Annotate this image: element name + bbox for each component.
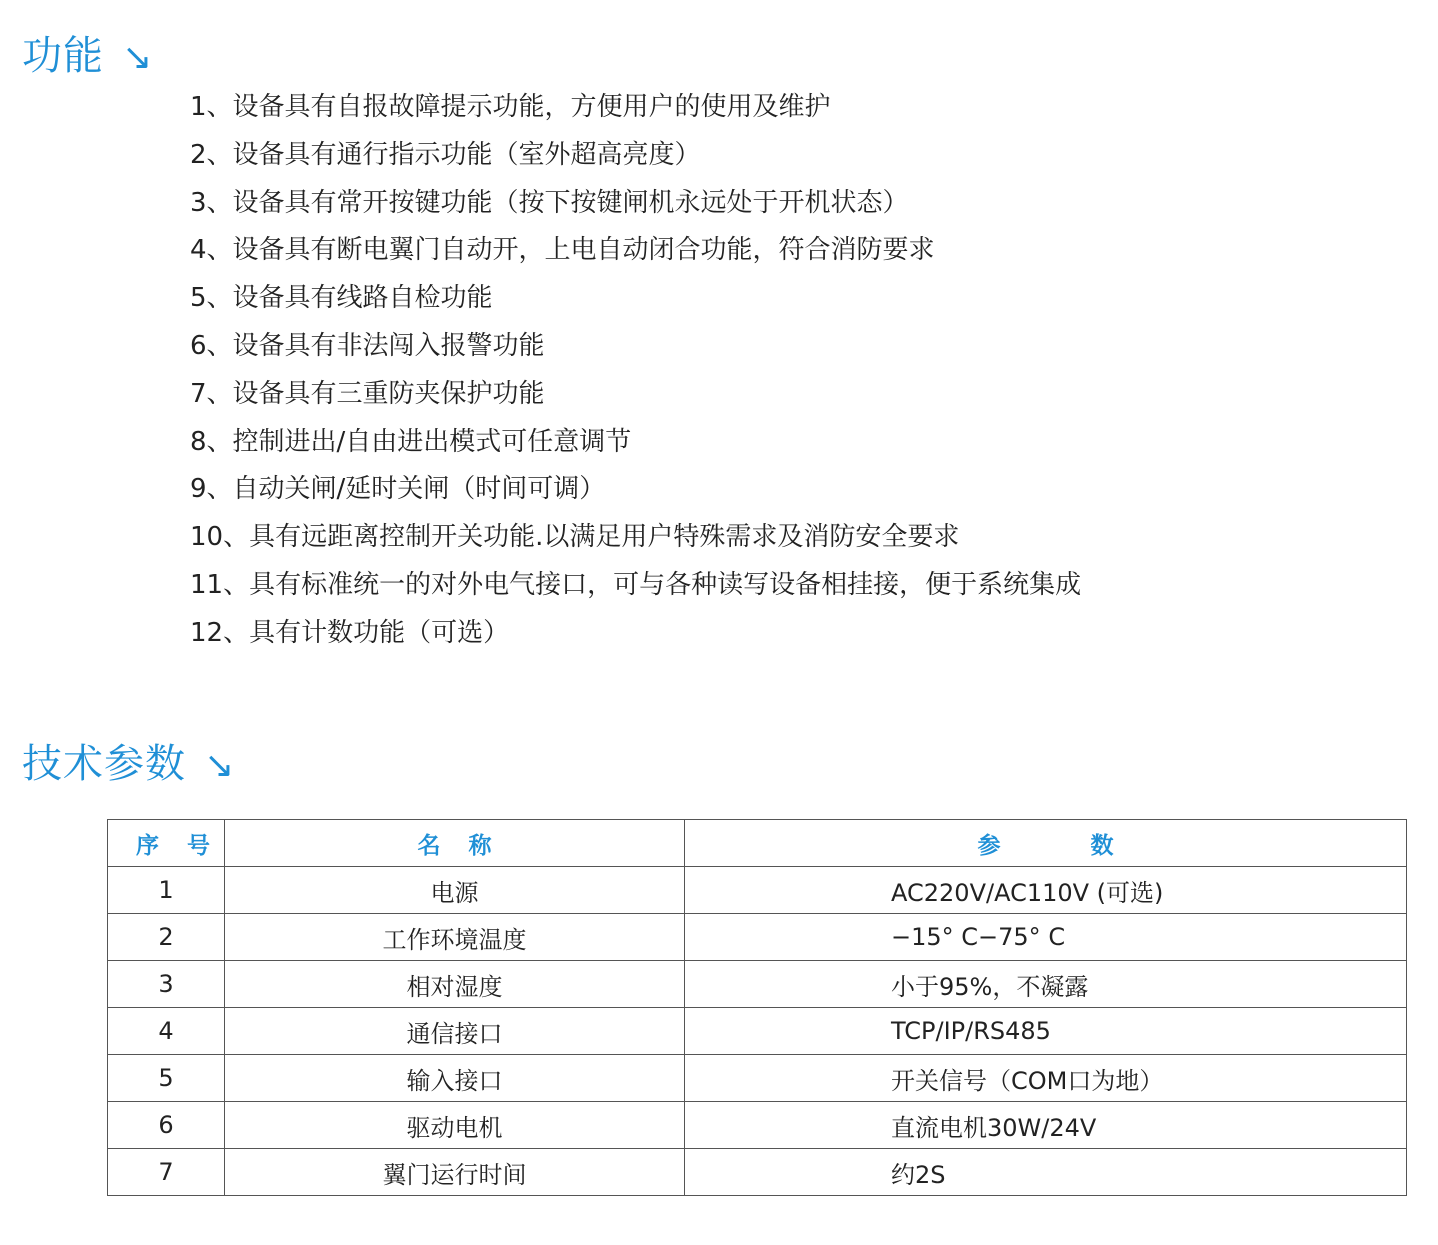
table-row: [108, 1102, 1407, 1149]
row-no: 1: [108, 867, 225, 914]
row-name: 电源: [225, 867, 685, 914]
header-value: 参数: [685, 820, 1407, 867]
header-no: 序号: [108, 820, 225, 867]
row-value: 开关信号（COM口为地）: [685, 1055, 1407, 1102]
table-row: [108, 1055, 1407, 1102]
row-name: 相对湿度: [225, 961, 685, 1008]
row-value: TCP/IP/RS485: [685, 1008, 1407, 1055]
specs-section-title: [22, 740, 235, 790]
row-name: 通信接口: [225, 1008, 685, 1055]
table-row: [108, 914, 1407, 961]
specs-title-text: 技术参数: [22, 741, 186, 787]
arrow-down-right-icon: ↘: [122, 37, 154, 78]
table-row: [108, 961, 1407, 1008]
arrow-down-right-icon: ↘: [204, 745, 236, 786]
row-name: 输入接口: [225, 1055, 685, 1102]
feature-item: 6、设备具有非法闯入报警功能: [190, 330, 545, 361]
feature-item: 4、设备具有断电翼门自动开，上电自动闭合功能，符合消防要求: [190, 235, 935, 266]
row-no: 4: [108, 1008, 225, 1055]
row-name: 工作环境温度: [225, 914, 685, 961]
row-value: −15° C−75° C: [685, 914, 1407, 961]
feature-item: 12、具有计数功能（可选）: [190, 617, 510, 648]
table-header-row: [108, 820, 1407, 867]
row-value: 直流电机30W/24V: [685, 1102, 1407, 1149]
row-no: 5: [108, 1055, 225, 1102]
row-value: 小于95%，不凝露: [685, 961, 1407, 1008]
feature-list: [190, 84, 1081, 658]
row-no: 7: [108, 1149, 225, 1196]
row-no: 6: [108, 1102, 225, 1149]
row-value: 约2S: [685, 1149, 1407, 1196]
feature-item: 1、设备具有自报故障提示功能，方便用户的使用及维护: [190, 92, 831, 122]
row-name: 翼门运行时间: [225, 1149, 685, 1196]
feature-item: 7、设备具有三重防夹保护功能: [190, 378, 545, 409]
feature-item: 2、设备具有通行指示功能（室外超高亮度）: [190, 139, 701, 170]
row-value: AC220V/AC110V (可选): [685, 867, 1407, 914]
spec-table: [107, 819, 1407, 1196]
table-row: [108, 867, 1407, 914]
feature-item: 9、自动关闸/延时关闸（时间可调）: [190, 474, 606, 505]
row-no: 2: [108, 914, 225, 961]
feature-item: 3、设备具有常开按键功能（按下按键闸机永远处于开机状态）: [190, 187, 909, 218]
feature-item: 5、设备具有线路自检功能: [190, 283, 493, 314]
row-name: 驱动电机: [225, 1102, 685, 1149]
feature-item: 8、控制进出/自由进出模式可任意调节: [190, 426, 632, 457]
features-title-text: 功能: [22, 33, 104, 79]
table-row: [108, 1008, 1407, 1055]
table-row: [108, 1149, 1407, 1196]
feature-item: 11、具有标准统一的对外电气接口，可与各种读写设备相挂接，便于系统集成: [190, 569, 1082, 600]
header-name: 名称: [225, 820, 685, 867]
features-section-title: [22, 32, 153, 82]
feature-item: 10、具有远距离控制开关功能.以满足用户特殊需求及消防安全要求: [190, 522, 960, 553]
row-no: 3: [108, 961, 225, 1008]
